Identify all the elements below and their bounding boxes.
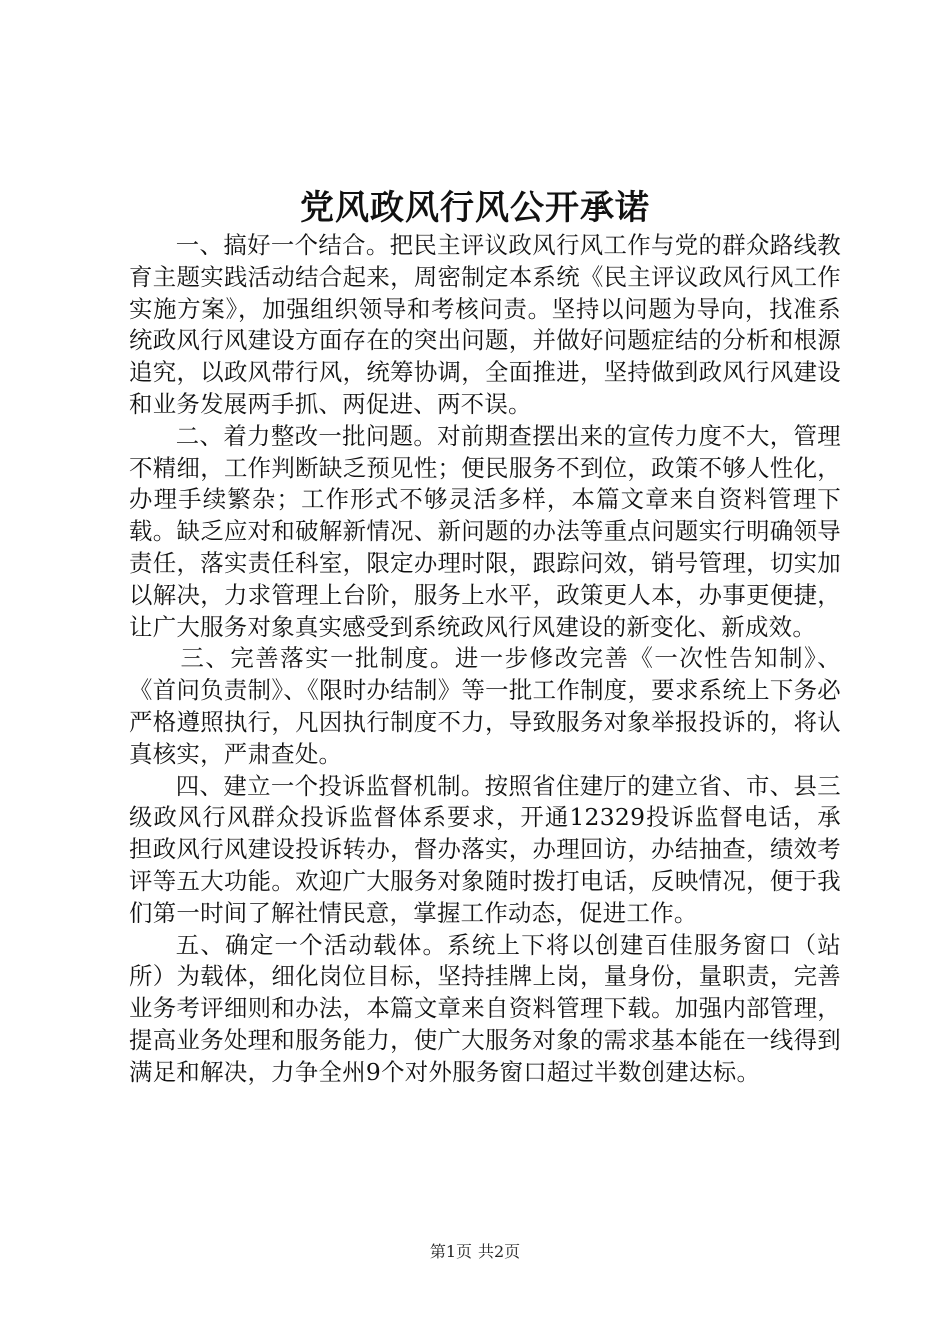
paragraph-5: 五、确定一个活动载体。系统上下将以创建百佳服务窗口（站所）为载体，细化岗位目标，坚持挂牌上岗，量身份，量职责，完善业务考评细则和办法，本篇文章来自资料管理下载。加强内部管理，提高业务处理和服务能力，使广大服务对象的需求基本能在一线得到满足和解决，力争全州9个对外服务窗口超过半数创建达标。 xyxy=(129,930,841,1086)
paragraph-4: 四、建立一个投诉监督机制。按照省住建厅的建立省、市、县三级政风行风群众投诉监督体系要求，开通12329投诉监督电话，承担政风行风建设投诉转办，督办落实，办理回访，办结抽查，绩效考评等五大功能。欢迎广大服务对象随时拨打电话，反映情况，便于我们第一时间了解社情民意，掌握工作动态，促进工作。 xyxy=(129,771,841,927)
page-total: 共2页 xyxy=(478,1242,521,1261)
page-footer xyxy=(0,1240,950,1264)
page-number: 第1页 xyxy=(429,1242,472,1261)
paragraph-1: 一、搞好一个结合。把民主评议政风行风工作与党的群众路线教育主题实践活动结合起来，周密制定本系统《民主评议政风行风工作实施方案》，加强组织领导和考核问责。坚持以问题为导向，找准系统政风行风建设方面存在的突出问题，并做好问题症结的分析和根源追究，以政风带行风，统筹协调，全面推进，坚持做到政风行风建设和业务发展两手抓、两促进、两不误。 xyxy=(129,231,841,418)
paragraph-2: 二、着力整改一批问题。对前期查摆出来的宣传力度不大，管理不精细，工作判断缺乏预见性；便民服务不到位，政策不够人性化，办理手续繁杂；工作形式不够灵活多样，本篇文章来自资料管理下载。缺乏应对和破解新情况、新问题的办法等重点问题实行明确领导责任，落实责任科室，限定办理时限，跟踪问效，销号管理，切实加以解决，力求管理上台阶，服务上水平，政策更人本，办事更便捷，让广大服务对象真实感受到系统政风行风建设的新变化、新成效。 xyxy=(129,421,841,641)
document-body xyxy=(129,230,841,1089)
paragraph-3: 三、完善落实一批制度。进一步修改完善《一次性告知制》、《首问负责制》、《限时办结制》等一批工作制度，要求系统上下务必严格遵照执行，凡因执行制度不力，导致服务对象举报投诉的，将认真核实，严肃查处。 xyxy=(129,644,841,768)
page-title: 党风政风行风公开承诺 xyxy=(300,188,650,228)
